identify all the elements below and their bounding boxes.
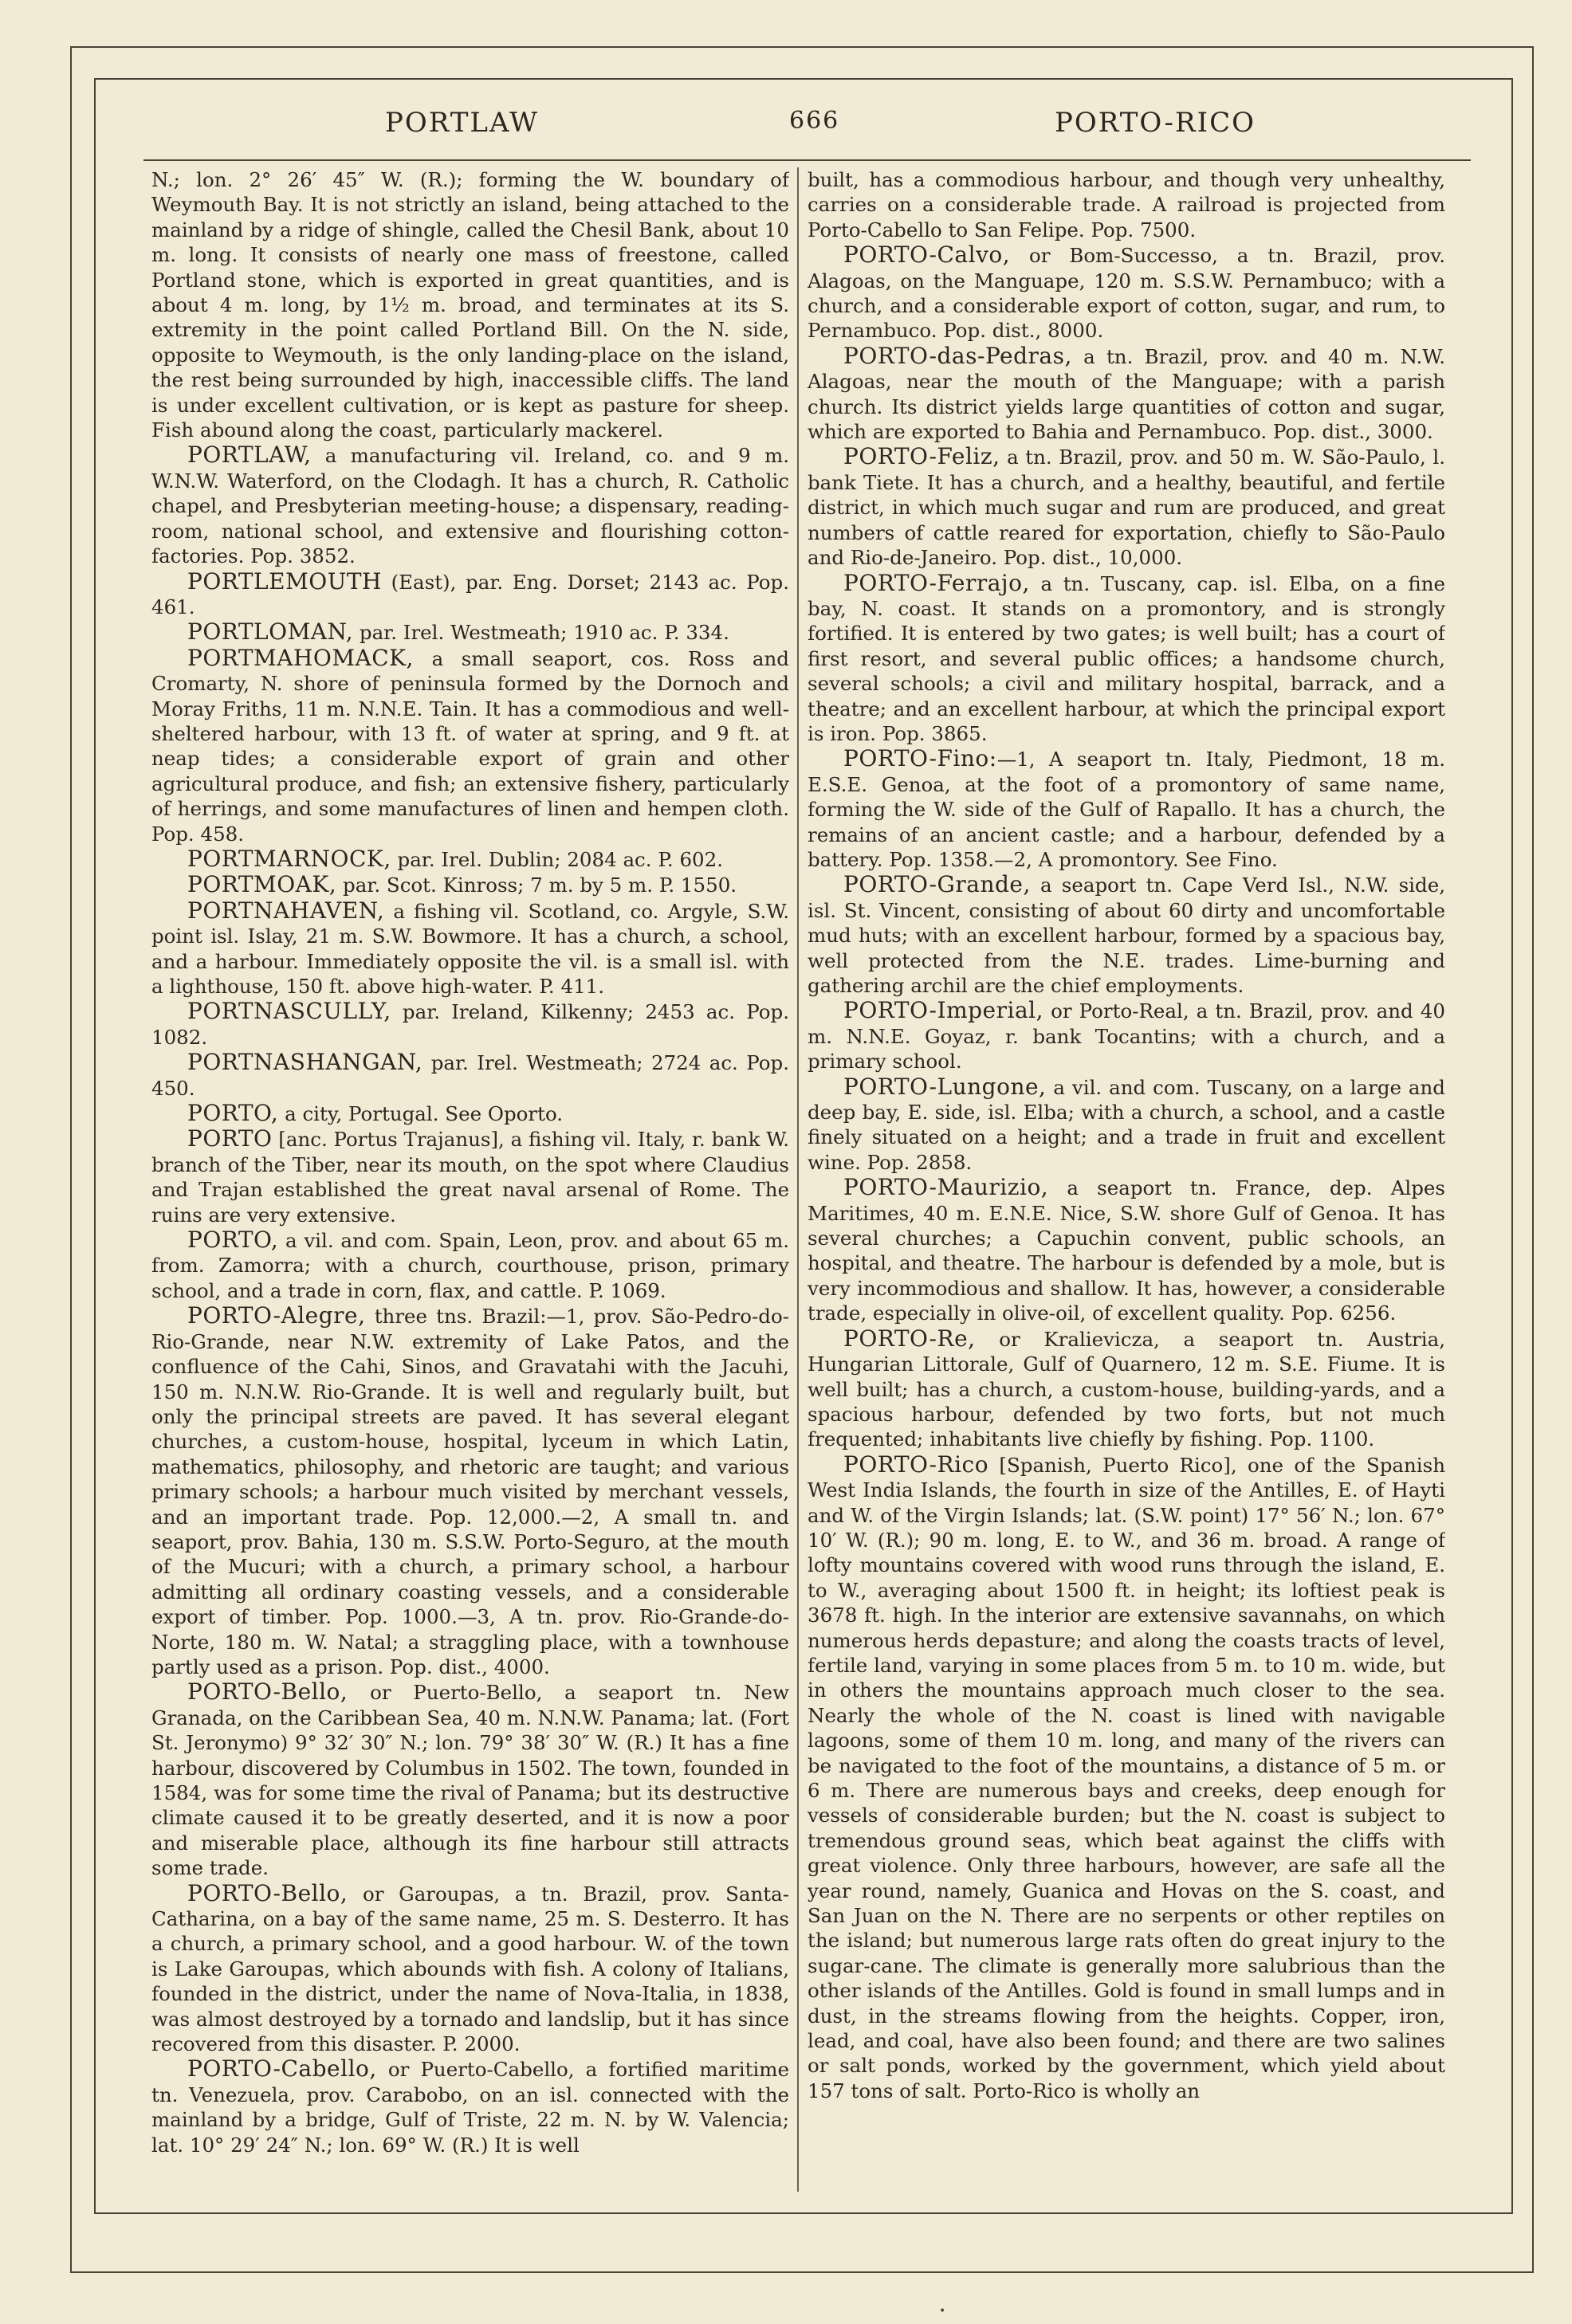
- entry-headword: PORTO: [187, 1125, 273, 1152]
- entry-headword: PORTNASHANGAN,: [187, 1049, 423, 1076]
- entry-text: or Kralievicza, a seaport tn. Austria, Hungarian Littorale, Gulf of Quarnero, 12 m. S.E. Fiume. It is well built; has a church, a custom-house, building-yards, and a spacious harbour, defended by two forts, but not much frequented; inhabitants live chiefly by fishing. Pop. 1100.: [808, 1327, 1445, 1451]
- entry-headword: PORTLAW,: [187, 442, 312, 469]
- entry-text: par. Ireland, Kilkenny; 2453 ac. Pop. 1082.: [151, 1000, 789, 1049]
- entry-text: a tn. Brazil, prov. and 50 m. W. São-Paulo, l. bank Tiete. It has a church, and a healthy, beautiful, and fertile district, in which much sugar and rum are produced, and great numbers of cattle reared for exportation, chiefly to São-Paulo and Rio-de-Janeiro. Pop. dist., 10,000.: [808, 446, 1445, 570]
- entry-text: [Spanish, Puerto Rico], one of the Spanish West India Islands, the fourth in size of the Antilles, E. of Hayti and W. of the Virgin Islands; lat. (S.W. point) 17° 56′ N.; lon. 67° 10′ W. (R.); 90 m. long, E. to W., and 36 m. broad. A range of lofty mountains covered with wood runs through the island, E. to W., averaging about 1500 ft. in height; its loftiest peak is 3678 ft. high. In the interior are extensive savannahs, on which numerous herds depasture; and along the coasts tracts of level, fertile land, varying in some places from 5 m. to 10 m. wide, but in others the mountains approach much closer to the sea. Nearly the whole of the N. coast is lined with navigable lagoons, some of them 10 m. long, and many of the rivers can be navigated to the foot of the mountains, a distance of 5 m. or 6 m. There are numerous bays and creeks, deep enough for vessels of considerable burden; but the N. coast is subject to tremendous ground seas, which beat against the cliffs with great violence. Only three harbours, however, are safe all the year round, namely, Guanica and Hovas on the S. coast, and San Juan on the N. There are no serpents or other reptiles on the island; but numerous large rats often do great injury to the sugar-cane. The climate is generally more salubrious than the other islands of the Antilles. Gold is found in small lumps and in dust, in the streams flowing from the heights. Copper, iron, lead, and coal, have also been found; and there are two salines or salt ponds, worked by the government, which yield about 157 tons of salt. Porto-Rico is wholly an: [808, 1453, 1445, 2102]
- gazetteer-entry: [151, 999, 789, 1050]
- page-header: [94, 96, 1510, 159]
- entry-text: a tn. Tuscany, cap. isl. Elba, on a fine bay, N. coast. It stands on a promontory, and is strongly fortified. It is entered by two gates; is well built; has a court of first resort, and several public offices; a handsome church, several schools; a civil and military hospital, barrack, and a theatre; and an excellent harbour, at which the principal export is iron. Pop. 3865.: [808, 571, 1445, 745]
- entry-text: three tns. Brazil:—1, prov. São-Pedro-do-Rio-Grande, near N.W. extremity of Lake Patos, and the confluence of the Cahi, Sinos, and Gravatahi with the Jacuhi, 150 m. N.N.W. Rio-Grande. It is well and regularly built, but only the principal streets are paved. It has several elegant churches, a custom-house, hospital, lyceum in which Latin, mathematics, philosophy, and rhetoric are taught; and various primary schools; a harbour much visited by merchant vessels, and an important trade. Pop. 12,000.—2, A small tn. and seaport, prov. Bahia, 130 m. S.S.W. Porto-Seguro, at the mouth of the Mucuri; with a church, a primary school, a harbour admitting all ordinary coasting vessels, and a considerable export of timber. Pop. 1000.—3, A tn. prov. Rio-Grande-do-Norte, 180 m. W. Natal; a straggling place, with a townhouse partly used as a prison. Pop. dist., 4000.: [151, 1305, 789, 1678]
- entry-headword: PORTO-Rico: [843, 1451, 989, 1478]
- entry-headword: PORTO-Alegre,: [187, 1302, 366, 1329]
- entry-text: a seaport tn. France, dep. Alpes Maritimes, 40 m. E.N.E. Nice, S.W. shore Gulf of Genoa. It has several churches; a Capuchin convent, public schools, an hospital, and theatre. The harbour is defended by a mole, but is very incommodious and shallow. It has, however, a considerable trade, especially in olive-oil, of excellent quality. Pop. 6256.: [808, 1176, 1445, 1325]
- entry-headword: PORTO-Grande,: [843, 871, 1031, 898]
- entry-text: or Puerto-Cabello, a fortified maritime tn. Venezuela, prov. Carabobo, on an isl. connected with the mainland by a bridge, Gulf of Triste, 22 m. N. by W. Valencia; lat. 10° 29′ 24″ N.; lon. 69° W. (R.) It is well: [151, 2058, 789, 2157]
- entry-headword: PORTO-Calvo,: [843, 241, 1011, 269]
- entry-text: a vil. and com. Spain, Leon, prov. and about 65 m. from. Zamorra; with a church, courthouse, prison, primary school, and a trade in corn, flax, and cattle. P. 1069.: [151, 1229, 789, 1302]
- entry-headword: PORTO,: [187, 1227, 279, 1254]
- gazetteer-entry: [151, 569, 789, 620]
- gazetteer-entry: [151, 1881, 789, 2057]
- gazetteer-entry: [808, 167, 1445, 242]
- gazetteer-entry: [151, 898, 789, 999]
- entry-headword: PORTO-Feliz,: [843, 443, 1000, 470]
- gazetteer-entry: [808, 998, 1445, 1074]
- gazetteer-entry: [151, 1101, 789, 1126]
- entry-headword: PORTNAHAVEN,: [187, 897, 385, 924]
- gazetteer-entry: [808, 444, 1445, 570]
- right-column: [808, 167, 1445, 2192]
- entry-text: par. Scot. Kinross; 7 m. by 5 m. P. 1550.: [336, 873, 737, 897]
- header-rule: [143, 159, 1471, 161]
- gazetteer-entry: [808, 746, 1445, 872]
- entry-text: a seaport tn. Cape Verd Isl., N.W. side, isl. St. Vincent, consisting of about 60 dirty and uncomfortable mud huts; with an excellent harbour, formed by a spacious bay, well protected from the N.E. trades. Lime-burning and gathering archil are the chief employments.: [808, 873, 1445, 997]
- gazetteer-entry: [151, 846, 789, 872]
- entry-headword: PORTNASCULLY,: [187, 998, 391, 1025]
- entry-headword: PORTO-Ferrajo,: [843, 569, 1030, 596]
- gazetteer-entry: [151, 1303, 789, 1679]
- gazetteer-entry: [151, 619, 789, 645]
- page-number: 666: [789, 107, 840, 135]
- entry-headword: PORTO-Imperial,: [843, 997, 1043, 1024]
- left-column: [151, 167, 789, 2192]
- entry-text: N.; lon. 2° 26′ 45″ W. (R.); forming the W. boundary of Weymouth Bay. It is not strictly an island, being attached to the mainland by a ridge of shingle, called the Chesil Bank, about 10 m. long. It consists of nearly one mass of freestone, called Portland stone, which is exported in great quantities, and is about 4 m. long, by 1½ m. broad, and terminates at its S. extremity in the point called Portland Bill. On the N. side, opposite to Weymouth, is the only landing-place on the island, the rest being surrounded by high, inaccessible cliffs. The land is under excellent cultivation, or is kept as pasture for sheep. Fish abound along the coast, particularly mackerel.: [151, 168, 789, 442]
- entry-text: par. Irel. Westmeath; 1910 ac. P. 334.: [353, 621, 729, 645]
- header-right-catchword: PORTO-RICO: [1055, 107, 1256, 139]
- gazetteer-entry: [808, 872, 1445, 998]
- gazetteer-entry: [151, 1679, 789, 1880]
- gazetteer-entry: [808, 1452, 1445, 2104]
- entry-headword: PORTLEMOUTH: [187, 567, 382, 595]
- entry-headword: PORTO-Fino:: [843, 745, 997, 772]
- entry-text: a manufacturing vil. Ireland, co. and 9 m. W.N.W. Waterford, on the Clodagh. It has a church, R. Catholic chapel, and Presbyterian meeting-house; a dispensary, reading-room, national school, and extensive and flourishing cotton-factories. Pop. 3852.: [151, 444, 789, 568]
- gazetteer-entry: [808, 1175, 1445, 1325]
- entry-headword: PORTMAHOMACK,: [187, 644, 414, 671]
- gazetteer-entry: [808, 571, 1445, 747]
- gazetteer-entry: [151, 1050, 789, 1101]
- gazetteer-entry: [151, 1126, 789, 1227]
- entry-headword: PORTMARNOCK,: [187, 845, 391, 872]
- entry-headword: PORTLOMAN,: [187, 618, 354, 646]
- entry-text: or Garoupas, a tn. Brazil, prov. Santa-Catharina, on a bay of the same name, 25 m. S. Desterro. It has a church, a primary school, and a good harbour. W. of the town is Lake Garoupas, which abounds with fish. A colony of Italians, founded in the district, under the name of Nova-Italia, in 1838, was almost destroyed by a tornado and landslip, but it has since recovered from this disaster. P. 2000.: [151, 1882, 789, 2056]
- entry-text: par. Irel. Westmeath; 2724 ac. Pop. 450.: [151, 1051, 789, 1100]
- entry-text: built, has a commodious harbour, and though very unhealthy, carries on a considerable trade. A railroad is projected from Porto-Cabello to San Felipe. Pop. 7500.: [808, 168, 1445, 241]
- entry-text: a tn. Brazil, prov. and 40 m. N.W. Alagoas, near the mouth of the Manguape; with a parish church. Its district yields large quantities of cotton and sugar, which are exported to Bahia and Pernambuco. Pop. dist., 3000.: [808, 344, 1445, 444]
- entry-text: par. Irel. Dublin; 2084 ac. P. 602.: [391, 847, 723, 871]
- entry-headword: PORTO-Bello,: [187, 1879, 348, 1906]
- gazetteer-entry: [808, 1074, 1445, 1176]
- gazetteer-entry: [808, 242, 1445, 343]
- entry-headword: PORTO-Maurizio,: [843, 1174, 1049, 1201]
- entry-headword: PORTO-das-Pedras,: [843, 342, 1072, 369]
- entry-text: or Porto-Real, a tn. Brazil, prov. and 40 m. N.N.E. Goyaz, r. bank Tocantins; with a church, and a primary school.: [808, 999, 1445, 1074]
- entry-headword: PORTO-Re,: [843, 1325, 976, 1352]
- gazetteer-entry: [151, 1227, 789, 1303]
- entry-headword: PORTMOAK,: [187, 871, 337, 898]
- column-divider: [797, 167, 799, 2192]
- gazetteer-entry: [151, 2056, 789, 2157]
- gazetteer-entry: [151, 646, 789, 846]
- entry-headword: PORTO-Lungone,: [843, 1073, 1047, 1100]
- entry-headword: PORTO,: [187, 1100, 279, 1127]
- entry-text: or Puerto-Bello, a seaport tn. New Granada, on the Caribbean Sea, 40 m. N.N.W. Panama; lat. (Fort St. Jeronymo) 9° 32′ 30″ N.; lon. 79° 38′ 30″ W. (R.) It has a fine harbour, discovered by Columbus in 1502. The town, founded in 1584, was for some time the rival of Panama; but its destructive climate caused it to be greatly deserted, and it is now a poor and miserable place, although its fine harbour still attracts some trade.: [151, 1681, 789, 1880]
- footer-mark: •: [939, 2305, 946, 2318]
- header-left-catchword: PORTLAW: [385, 107, 540, 139]
- entry-text: a vil. and com. Tuscany, on a large and deep bay, E. side, isl. Elba; with a church, a school, and a castle finely situated on a height; and a trade in fruit and excellent wine. Pop. 2858.: [808, 1075, 1445, 1174]
- gazetteer-entry: [151, 442, 789, 568]
- gazetteer-entry: [808, 343, 1445, 445]
- entry-headword: PORTO-Cabello,: [187, 2055, 377, 2083]
- entry-text: [anc. Portus Trajanus], a fishing vil. Italy, r. bank W. branch of the Tiber, near its mouth, on the spot where Claudius and Trajan established the great naval arsenal of Rome. The ruins are very extensive.: [151, 1128, 789, 1227]
- entry-text: or Bom-Successo, a tn. Brazil, prov. Alagoas, on the Manguape, 120 m. S.S.W. Pernambuco; with a church, and a considerable export of cotton, sugar, and rum, to Pernambuco. Pop. dist., 8000.: [808, 244, 1445, 343]
- entry-text: a city, Portugal. See Oporto.: [278, 1102, 564, 1126]
- entry-text: a fishing vil. Scotland, co. Argyle, S.W. point isl. Islay, 21 m. S.W. Bowmore. It has a church, a school, and a harbour. Immediately opposite the vil. is a small isl. with a lighthouse, 150 ft. above high-water. P. 411.: [151, 899, 789, 998]
- entry-headword: PORTO-Bello,: [187, 1678, 348, 1706]
- gazetteer-entry: [151, 872, 789, 897]
- entry-text: (East), par. Eng. Dorset; 2143 ac. Pop. 461.: [151, 570, 789, 618]
- entry-text: —1, A seaport tn. Italy, Piedmont, 18 m. E.S.E. Genoa, at the foot of a promontory of same name, forming the W. side of the Gulf of Rapallo. It has a church, the remains of an ancient castle; and a harbour, defended by a battery. Pop. 1358.—2, A promontory. See Fino.: [808, 748, 1445, 871]
- entry-text: a small seaport, cos. Ross and Cromarty, N. shore of peninsula formed by the Dornoch and Moray Friths, 11 m. N.N.E. Tain. It has a commodious and well-sheltered harbour, with 13 ft. of water at spring, and 9 ft. at neap tides; a considerable export of grain and other agricultural produce, and fish; an extensive fishery, particularly of herrings, and some manufactures of linen and hempen cloth. Pop. 458.: [151, 646, 789, 846]
- gazetteer-entry: [151, 167, 789, 442]
- gazetteer-entry: [808, 1326, 1445, 1452]
